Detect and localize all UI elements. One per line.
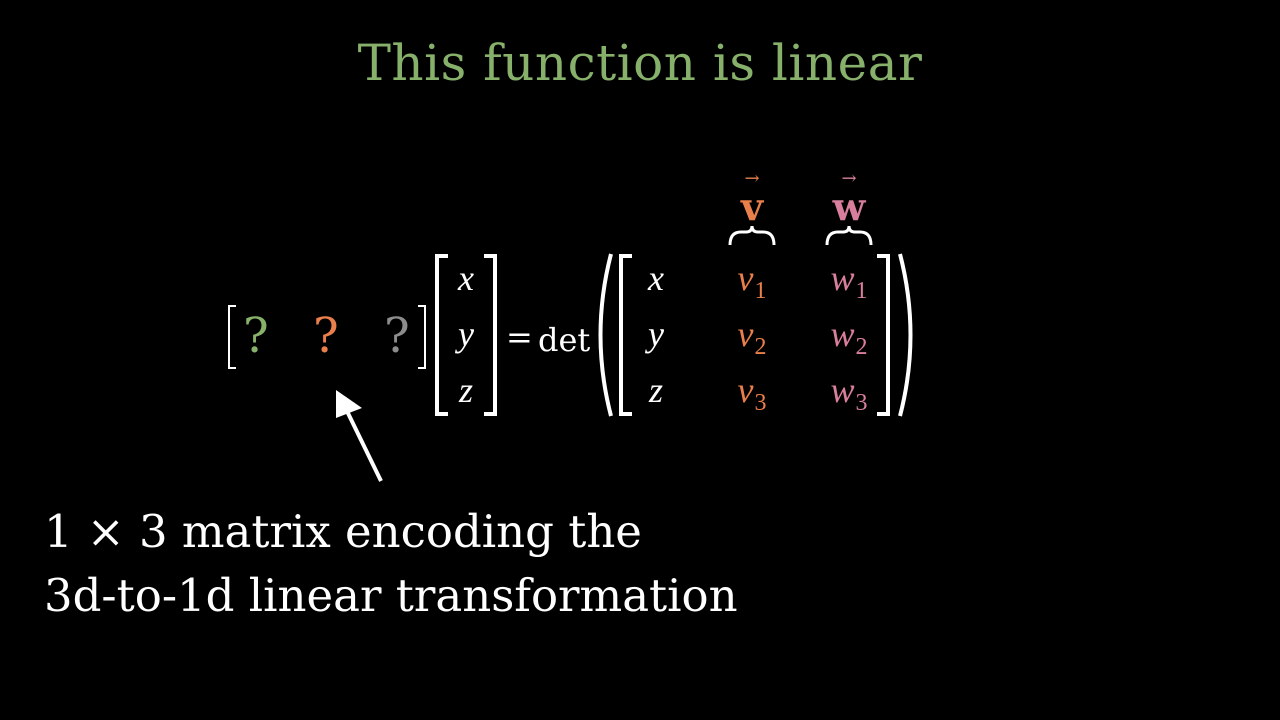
w3-letter: w [830, 370, 855, 410]
row-matrix-left-bracket [229, 306, 236, 368]
v1-letter: v [737, 258, 754, 298]
pointer-arrow-shaft [345, 407, 381, 481]
w3-subscript: 3 [855, 390, 868, 416]
vector-w-arrow: → [841, 168, 857, 189]
vector-v-label [722, 168, 782, 229]
caption-line-1: 1 × 3 matrix encoding the [44, 505, 642, 558]
v2-letter: v [737, 314, 754, 354]
det-col3-w2 [819, 314, 879, 360]
det-col3-w3 [819, 370, 879, 416]
input-z: z [458, 370, 473, 410]
det-label: det [538, 321, 591, 359]
v1-subscript: 1 [754, 278, 767, 304]
caption [44, 500, 738, 628]
equals-sign: = [506, 318, 533, 356]
title: This function is linear [357, 34, 923, 92]
w1-subscript: 1 [855, 278, 868, 304]
caption-line-2: 3d-to-1d linear transformation [44, 569, 738, 622]
w1-letter: w [830, 258, 855, 298]
det-col3-w1 [819, 258, 879, 304]
row-matrix-right-bracket [418, 306, 425, 368]
w2-subscript: 2 [855, 334, 868, 360]
det-col1-x: x [648, 258, 664, 298]
question-mark-gray: ? [384, 308, 410, 364]
w2-letter: w [830, 314, 855, 354]
vector-w-letter: w [832, 184, 866, 229]
det-col1-y: y [648, 314, 664, 354]
input-y: y [458, 314, 474, 354]
det-right-paren [900, 254, 911, 416]
input-x: x [458, 258, 474, 298]
det-col2-v2 [722, 314, 782, 360]
vector-w-label [819, 168, 879, 229]
det-col1-z: z [648, 370, 663, 410]
vector-v-arrow: → [744, 168, 760, 189]
vector-v-letter: v [740, 184, 764, 229]
question-mark-orange: ? [313, 308, 339, 364]
question-mark-green: ? [243, 308, 269, 364]
v3-subscript: 3 [754, 390, 767, 416]
det-left-paren [601, 254, 612, 416]
det-col2-v1 [722, 258, 782, 304]
v2-subscript: 2 [754, 334, 767, 360]
det-col2-v3 [722, 370, 782, 416]
v3-letter: v [737, 370, 754, 410]
